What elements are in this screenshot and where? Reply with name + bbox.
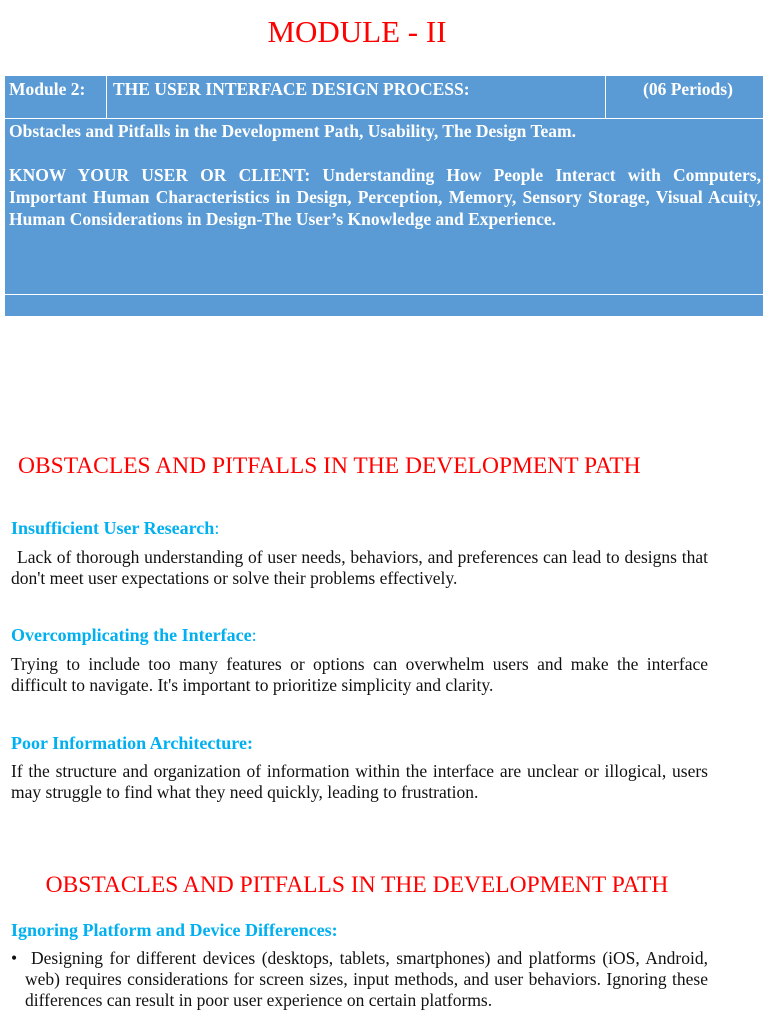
table-divider (5, 294, 763, 295)
subheading-text: Insufficient User Research (11, 518, 215, 538)
table-divider (605, 76, 606, 118)
syllabus-table (5, 76, 763, 316)
section-heading: OBSTACLES AND PITFALLS IN THE DEVELOPMENT PATH (45, 872, 669, 898)
paragraph: Lack of thorough understanding of user needs, behaviors, and preferences can lead to designs that don't meet user expectations or solve their problems effectively. (11, 547, 708, 588)
topics-line-1: Obstacles and Pitfalls in the Development Path, Usability, The Design Team. (9, 121, 577, 141)
paragraph: If the structure and organization of information within the interface are unclear or illogical, users may struggle to find what they need quickly, leading to frustration. (11, 761, 708, 802)
module-label: Module 2: (9, 79, 86, 99)
section-heading: OBSTACLES AND PITFALLS IN THE DEVELOPMENT PATH (18, 453, 641, 479)
bullet-text: Designing for different devices (desktops, tablets, smartphones) and platforms (iOS, Android, web) requires considerations for screen sizes, input methods, and user behaviors. Ignoring these differences can result in poor user experience on certain platforms. (25, 948, 708, 1010)
subheading-text: Overcomplicating the Interface (11, 625, 252, 645)
subheading-user-research (11, 517, 219, 539)
subheading-text: Poor Information Architecture: (11, 733, 253, 753)
subheading-colon: : (214, 518, 220, 538)
subheading-colon: : (251, 625, 257, 645)
page-title: MODULE - II (267, 14, 447, 49)
paragraph: Trying to include too many features or options can overwhelm users and make the interface difficult to navigate. It's important to prioritize simplicity and clarity. (11, 654, 708, 695)
subheading-overcomplicating (11, 624, 257, 646)
topics-line-2: KNOW YOUR USER OR CLIENT: Understanding How People Interact with Computers, Important Human Characteristics in Design, Perception, Memory, Sensory Storage, Visual Acuity, Human Considerations in Design-The User’s Knowledge and Experience. (9, 165, 761, 229)
bullet-icon: • (11, 948, 18, 968)
subheading-information-architecture (11, 732, 253, 754)
table-divider (5, 118, 763, 119)
subheading-platform-differences: Ignoring Platform and Device Differences: (11, 920, 338, 940)
process-title: THE USER INTERFACE DESIGN PROCESS: (113, 79, 470, 99)
periods-count: (06 Periods) (643, 79, 733, 99)
table-divider (106, 76, 107, 118)
